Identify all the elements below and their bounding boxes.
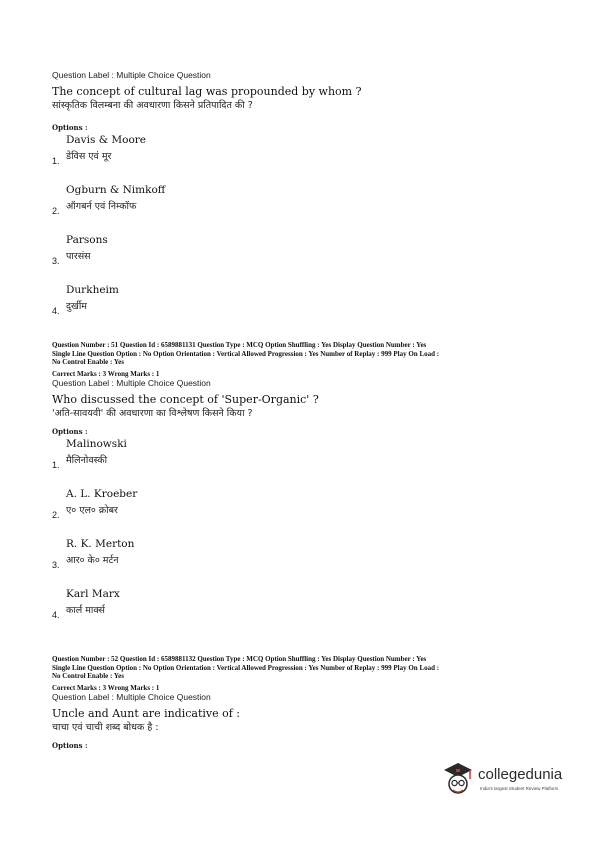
option-text-hi: ए० एल० क्रोबर xyxy=(66,505,118,516)
option-text-en: Ogburn & Nimkoff xyxy=(66,184,166,196)
options-heading: Options : xyxy=(52,123,88,132)
question-block-1 xyxy=(52,70,552,334)
question-meta-line: Single Line Question Option : No Option Orientation : Vertical Allowed Progression : Yes Number of Replay : 999 Play On Load : xyxy=(52,663,440,672)
option-item xyxy=(52,134,552,184)
question-text-hi: सांस्कृतिक विलम्बना की अवधारणा किसने प्रतिपादित की ? xyxy=(52,100,253,111)
option-text-hi: ऑगबर्न एवं निम्कॉफ xyxy=(66,201,137,212)
option-text-en: R. K. Merton xyxy=(66,538,135,550)
question-marks: Correct Marks : 3 Wrong Marks : 1 xyxy=(52,683,160,692)
question-label: Question Label : Multiple Choice Question xyxy=(52,378,211,388)
question-meta-line: No Control Enable : Yes xyxy=(52,358,124,366)
options-heading: Options : xyxy=(52,427,88,436)
option-item xyxy=(52,438,552,488)
option-text-en: Parsons xyxy=(66,234,108,246)
option-text-hi: दुर्खीम xyxy=(66,301,87,312)
options-list xyxy=(52,134,552,334)
option-text-en: A. L. Kroeber xyxy=(66,488,138,500)
question-meta-line: No Control Enable : Yes xyxy=(52,672,124,680)
question-label: Question Label : Multiple Choice Question xyxy=(52,70,211,80)
option-text-hi: आर० के० मर्टन xyxy=(66,555,119,566)
question-meta-line: Single Line Question Option : No Option Orientation : Vertical Allowed Progression : Yes Number of Replay : 999 Play On Load : xyxy=(52,349,440,358)
question-meta-line: Question Number : 51 Question Id : 6589881131 Question Type : MCQ Option Shuffling : Yes Display Question Number : Yes xyxy=(52,341,427,349)
question-text-en: Who discussed the concept of 'Super-Organic' ? xyxy=(52,393,319,406)
option-number: 2. xyxy=(52,510,60,520)
option-number: 4. xyxy=(52,306,60,316)
option-number: 1. xyxy=(52,156,60,166)
option-text-hi: मैलिनोवस्की xyxy=(66,455,108,466)
option-text-hi: डेविस एवं मूर xyxy=(66,151,112,162)
question-block-52 xyxy=(52,655,552,750)
option-text-en: Karl Marx xyxy=(66,588,120,600)
option-number: 1. xyxy=(52,460,60,470)
option-number: 3. xyxy=(52,256,60,266)
graduation-cap-mascot-icon xyxy=(440,760,476,798)
collegedunia-logo xyxy=(440,760,580,800)
question-text-en: Uncle and Aunt are indicative of : xyxy=(52,707,241,720)
option-text-hi: पारसंस xyxy=(66,251,91,262)
option-text-hi: कार्ल मार्क्स xyxy=(66,605,105,616)
option-number: 3. xyxy=(52,560,60,570)
question-meta-line: Question Number : 52 Question Id : 6589881132 Question Type : MCQ Option Shuffling : Yes Display Question Number : Yes xyxy=(52,655,427,663)
option-item xyxy=(52,184,552,234)
options-list xyxy=(52,438,552,638)
options-heading: Options : xyxy=(52,741,88,750)
option-item xyxy=(52,488,552,538)
option-item xyxy=(52,284,552,334)
question-text-en: The concept of cultural lag was propounded by whom ? xyxy=(52,85,362,98)
option-item xyxy=(52,538,552,588)
logo-tagline: India's largest Student Review Platform xyxy=(480,786,559,791)
logo-wordmark: collegedunia xyxy=(478,766,563,783)
option-text-en: Davis & Moore xyxy=(66,134,147,146)
question-text-hi: चाचा एवं चाची शब्द बोधक है : xyxy=(52,722,159,733)
question-label: Question Label : Multiple Choice Question xyxy=(52,692,211,702)
option-number: 2. xyxy=(52,206,60,216)
option-text-en: Malinowski xyxy=(66,438,127,450)
option-item xyxy=(52,234,552,284)
question-text-hi: 'अति-सावयवी' की अवधारणा का विश्लेषण किसने किया ? xyxy=(52,408,253,419)
option-number: 4. xyxy=(52,610,60,620)
option-item xyxy=(52,588,552,638)
option-text-en: Durkheim xyxy=(66,284,119,296)
question-marks: Correct Marks : 3 Wrong Marks : 1 xyxy=(52,369,160,378)
question-block-51 xyxy=(52,341,552,638)
